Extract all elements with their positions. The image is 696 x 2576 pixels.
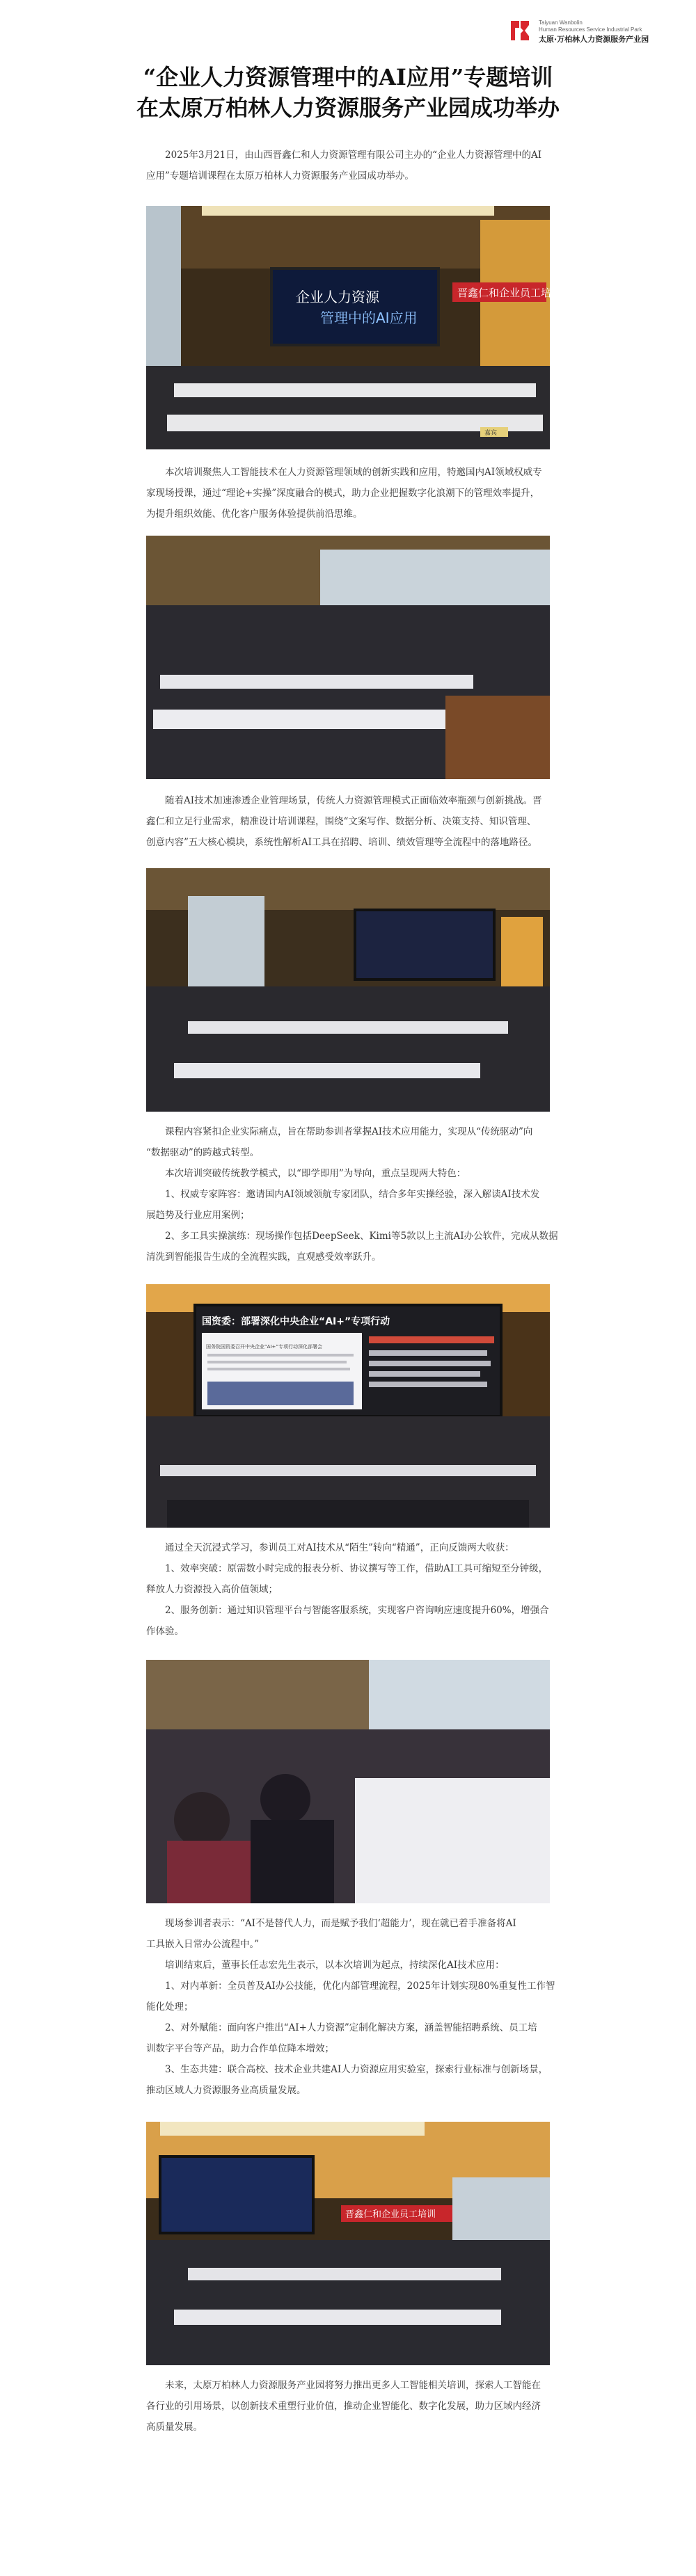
paragraph-10: 2、服务创新：通过知识管理平台与智能客服系统，实现客户咨询响应速度提升60%，增强合 作体验。 [146,1605,549,1637]
paragraph-9: 1、效率突破：原需数小时完成的报表分析、协议撰写等工作，借助AI工具可缩短至分钟级， 释放人力资源投入高价值领域； [146,1563,548,1595]
paragraph-14: 2、对外赋能：面向客户推出“AI+人力资源”定制化解决方案，涵盖智能招聘系统、员工培 训数字平台等产品，助力合作单位降本增效； [146,2022,537,2054]
svg-text:管理中的AI应用: 管理中的AI应用 [320,310,418,326]
headline-line-1: “企业人力资源管理中的AI应用”专题培训 [143,64,553,90]
headline-line-2: 在太原万柏林人力资源服务产业园成功举办 [136,95,560,121]
photo-classroom-4 [146,2122,550,2365]
paragraph-12: 培训结束后，董事长任志宏先生表示，以本次培训为起点，持续深化AI技术应用： [165,1960,505,1971]
logo [508,14,682,49]
paragraph-4: 课程内容紧扣企业实际痛点，旨在帮助参训者掌握AI技术应用能力，实现从“传统驱动”向 “数据驱动”的跨越式转型。 [146,1126,533,1158]
photo-participants [146,1660,550,1903]
photo-classroom-1 [146,206,562,449]
paragraph-6: 1、权威专家阵容：邀请国内AI领域领航专家团队，结合多年实操经验，深入解读AI技术发 展趋势及行业应用案例； [146,1189,540,1221]
svg-text:晋鑫仁和企业员工培训: 晋鑫仁和企业员工培训 [457,287,562,299]
paragraph-2: 本次培训聚焦人工智能技术在人力资源管理领域的创新实践和应用，特邀国内AI领域权威专 家现场授课，通过“理论+实操”深度融合的模式，助力企业把握数字化浪潮下的管理效率提升， 为提升组织效能、优化客户服务体验提供前沿思维。 [146,467,542,520]
photo-lecture-slide [146,1284,550,1528]
paragraph-15: 3、生态共建：联合高校、技术企业共建AI人力资源应用实验室，探索行业标准与创新场景， 推动区域人力资源服务业高质量发展。 [146,2064,548,2096]
photo-classroom-2 [146,536,550,779]
paragraph-13: 1、对内革新：全员普及AI办公技能，优化内部管理流程，2025年计划实现80%重复性工作智 能化处理； [146,1981,555,2013]
svg-text:晋鑫仁和企业员工培训: 晋鑫仁和企业员工培训 [345,2209,436,2220]
svg-text:嘉宾: 嘉宾 [484,430,498,437]
wanbolin-hr-park-logo-icon [508,18,532,43]
svg-text:企业人力资源: 企业人力资源 [296,289,379,305]
logo-chinese-name: 太原·万柏林人力资源服务产业园 [539,35,649,44]
paragraph-1: 2025年3月21日，由山西晋鑫仁和人力资源管理有限公司主办的“企业人力资源管理中的AI 应用”专题培训课程在太原万柏林人力资源服务产业园成功举办。 [146,150,542,182]
paragraph-8: 通过全天沉浸式学习，参训员工对AI技术从“陌生”转向“精通”，正向反馈两大收获： [165,1542,514,1553]
svg-text:国资委：部署深化中央企业“AI+”专项行动: 国资委：部署深化中央企业“AI+”专项行动 [202,1316,390,1327]
paragraph-16: 未来，太原万柏林人力资源服务产业园将努力推出更多人工智能相关培训，探索人工智能在 各行业的引用场景，以创新技术重塑行业价值，推动企业智能化、数字化发展，助力区域内经济 高质量发展。 [146,2380,541,2433]
paragraph-3: 随着AI技术加速渗透企业管理场景，传统人力资源管理模式正面临效率瓶颈与创新挑战。晋 鑫仁和立足行业需求，精准设计培训课程，围绕“文案写作、数据分析、决策支持、知识管理、 创意内容”五大核心模块，系统性解析AI工具在招聘、培训、绩效管理等全流程中的落地路径。 [146,795,542,848]
paragraph-5: 本次培训突破传统教学模式，以“即学即用”为导向，重点呈现两大特色： [165,1168,466,1179]
svg-text:国务院国资委召开中央企业“AI+”专项行动深化部署会: 国务院国资委召开中央企业“AI+”专项行动深化部署会 [206,1344,322,1350]
paragraph-11: 现场参训者表示：“AI不是替代人力，而是赋予我们‘超能力’，现在就已着手准备将AI 工具嵌入日常办公流程中。” [146,1918,516,1950]
paragraph-7: 2、多工具实操演练：现场操作包括DeepSeek、Kimi等5款以上主流AI办公软件，完成从数据 清洗到智能报告生成的全流程实践，直观感受效率跃升。 [146,1231,558,1263]
logo-english-text: Taiyuan Wanbolin Human Resources Service Industrial Park [539,19,642,33]
photo-classroom-3 [146,868,550,1112]
